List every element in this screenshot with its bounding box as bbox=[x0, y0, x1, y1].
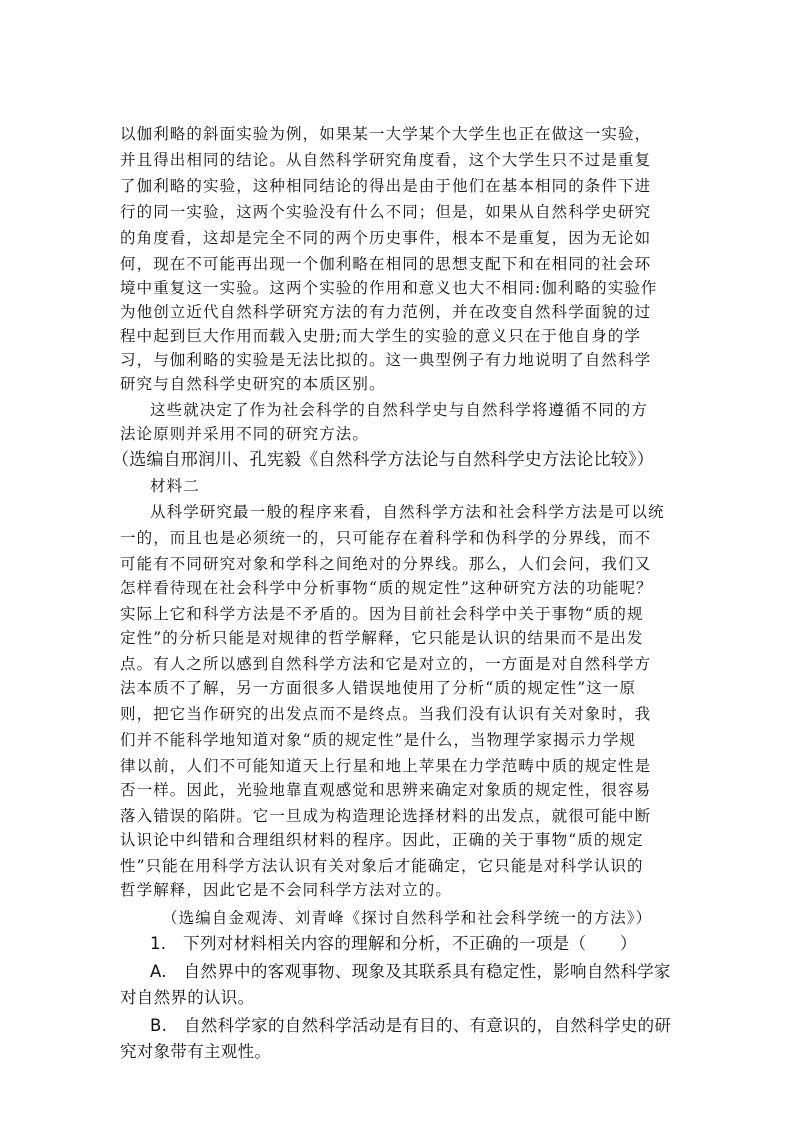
text-line: 何，现在不可能再出现一个伽利略在相同的思想支配下和在相同的社会环 bbox=[120, 255, 652, 273]
text-line: 性”只能在用科学方法认识有关对象后才能确定，它只能是对科学认识的 bbox=[120, 857, 644, 875]
text-line: 则，把它当作研究的出发点而不是终点。当我们没有认识有关对象时，我 bbox=[120, 705, 652, 723]
text-line: 怎样看待现在社会科学中分析事物“质的规定性”这种研究方法的功能呢？ bbox=[120, 579, 653, 597]
text-line: 程中起到巨大作用而载入史册;而大学生的实验的意义只在于他自身的学 bbox=[120, 327, 641, 345]
text-line: 法本质不了解，另一方面很多人错误地使用了分析“质的规定性”这一原 bbox=[120, 679, 637, 697]
text-line: 法论原则并采用不同的研究方法。 bbox=[120, 425, 370, 443]
text-line: 实际上它和科学方法是不矛盾的。因为目前社会科学中关于事物“质的规 bbox=[120, 605, 644, 623]
source-citation: （选编自金观涛、刘青峰《探讨自然科学和社会科学统一的方法》） bbox=[162, 909, 653, 927]
source-citation: （选编自邢润川、孔宪毅《自然科学方法论与自然科学史方法论比较》） bbox=[112, 450, 654, 470]
text-line: 的角度看，这却是完全不同的两个历史事件，根本不是重复，因为无论如 bbox=[120, 229, 652, 247]
text-line: 并且得出相同的结论。从自然科学研究角度看，这个大学生只不过是重复 bbox=[120, 151, 652, 169]
option-a: A. 自然界中的客观事物、现象及其联系具有稳定性，影响自然科学家 bbox=[150, 962, 671, 981]
text-line: 们并不能科学地知道对象“质的规定性”是什么，当物理学家揭示力学规 bbox=[120, 731, 637, 749]
text-line: 认识论中纠错和合理组织材料的程序。因此，正确的关于事物“质的规定 bbox=[120, 831, 644, 849]
text-line: 哲学解释，因此它是不会同科学方法对立的。 bbox=[120, 881, 453, 899]
text-line: 习，与伽利略的实验是无法比拟的。这一典型例子有力地说明了自然科学 bbox=[120, 351, 652, 369]
section-heading: 材料二 bbox=[150, 477, 200, 495]
text-line: 从科学研究最一般的程序来看，自然科学方法和社会科学方法是可以统 bbox=[150, 503, 665, 521]
text-line: 可能有不同研究对象和学科之间绝对的分界线。那么，人们会问，我们又 bbox=[120, 555, 652, 573]
text-line: 一的，而且也是必须统一的，只可能存在着科学和伪科学的分界线，而不 bbox=[120, 529, 652, 547]
option-b-cont: 究对象带有主观性。 bbox=[120, 1042, 272, 1061]
text-line: 境中重复这一实验。这两个实验的作用和意义也大不相同:伽利略的实验作 bbox=[120, 279, 658, 297]
text-line: 落入错误的陷阱。它一旦成为构造理论选择材料的出发点，就很可能中断 bbox=[120, 807, 652, 825]
text-line: 定性”的分析只能是对规律的哲学解释，它只能是认识的结果而不是出发 bbox=[120, 629, 644, 647]
option-b: B. 自然科学家的自然科学活动是有目的、有意识的，自然科学史的研 bbox=[150, 1016, 672, 1035]
text-line: 了伽利略的实验，这种相同结论的得出是由于他们在基本相同的条件下进 bbox=[120, 177, 652, 195]
text-line: 为他创立近代自然科学研究方法的有力范例，并在改变自然科学面貌的过 bbox=[120, 303, 652, 321]
text-line: 这些就决定了作为社会科学的自然科学史与自然科学将遵循不同的方 bbox=[150, 401, 649, 419]
text-line: 点。有人之所以感到自然科学方法和它是对立的，一方面是对自然科学方 bbox=[120, 655, 652, 673]
text-line: 行的同一实验，这两个实验没有什么不同；但是，如果从自然科学史研究 bbox=[120, 203, 652, 221]
option-a-cont: 对自然界的认识。 bbox=[120, 988, 255, 1007]
text-line: 以伽利略的斜面实验为例，如果某一大学某个大学生也正在做这一实验， bbox=[120, 125, 652, 143]
question-stem: 1. 下列对材料相关内容的理解和分析，不正确的一项是（ ） bbox=[150, 934, 637, 953]
text-line: 律以前，人们不可能知道天上行星和地上苹果在力学范畴中质的规定性是 bbox=[120, 757, 652, 775]
text-line: 否一样。因此，光验地靠直观感觉和思辨来确定对象质的规定性，很容易 bbox=[120, 781, 652, 799]
text-line: 研究与自然科学史研究的本质区别。 bbox=[120, 375, 386, 393]
